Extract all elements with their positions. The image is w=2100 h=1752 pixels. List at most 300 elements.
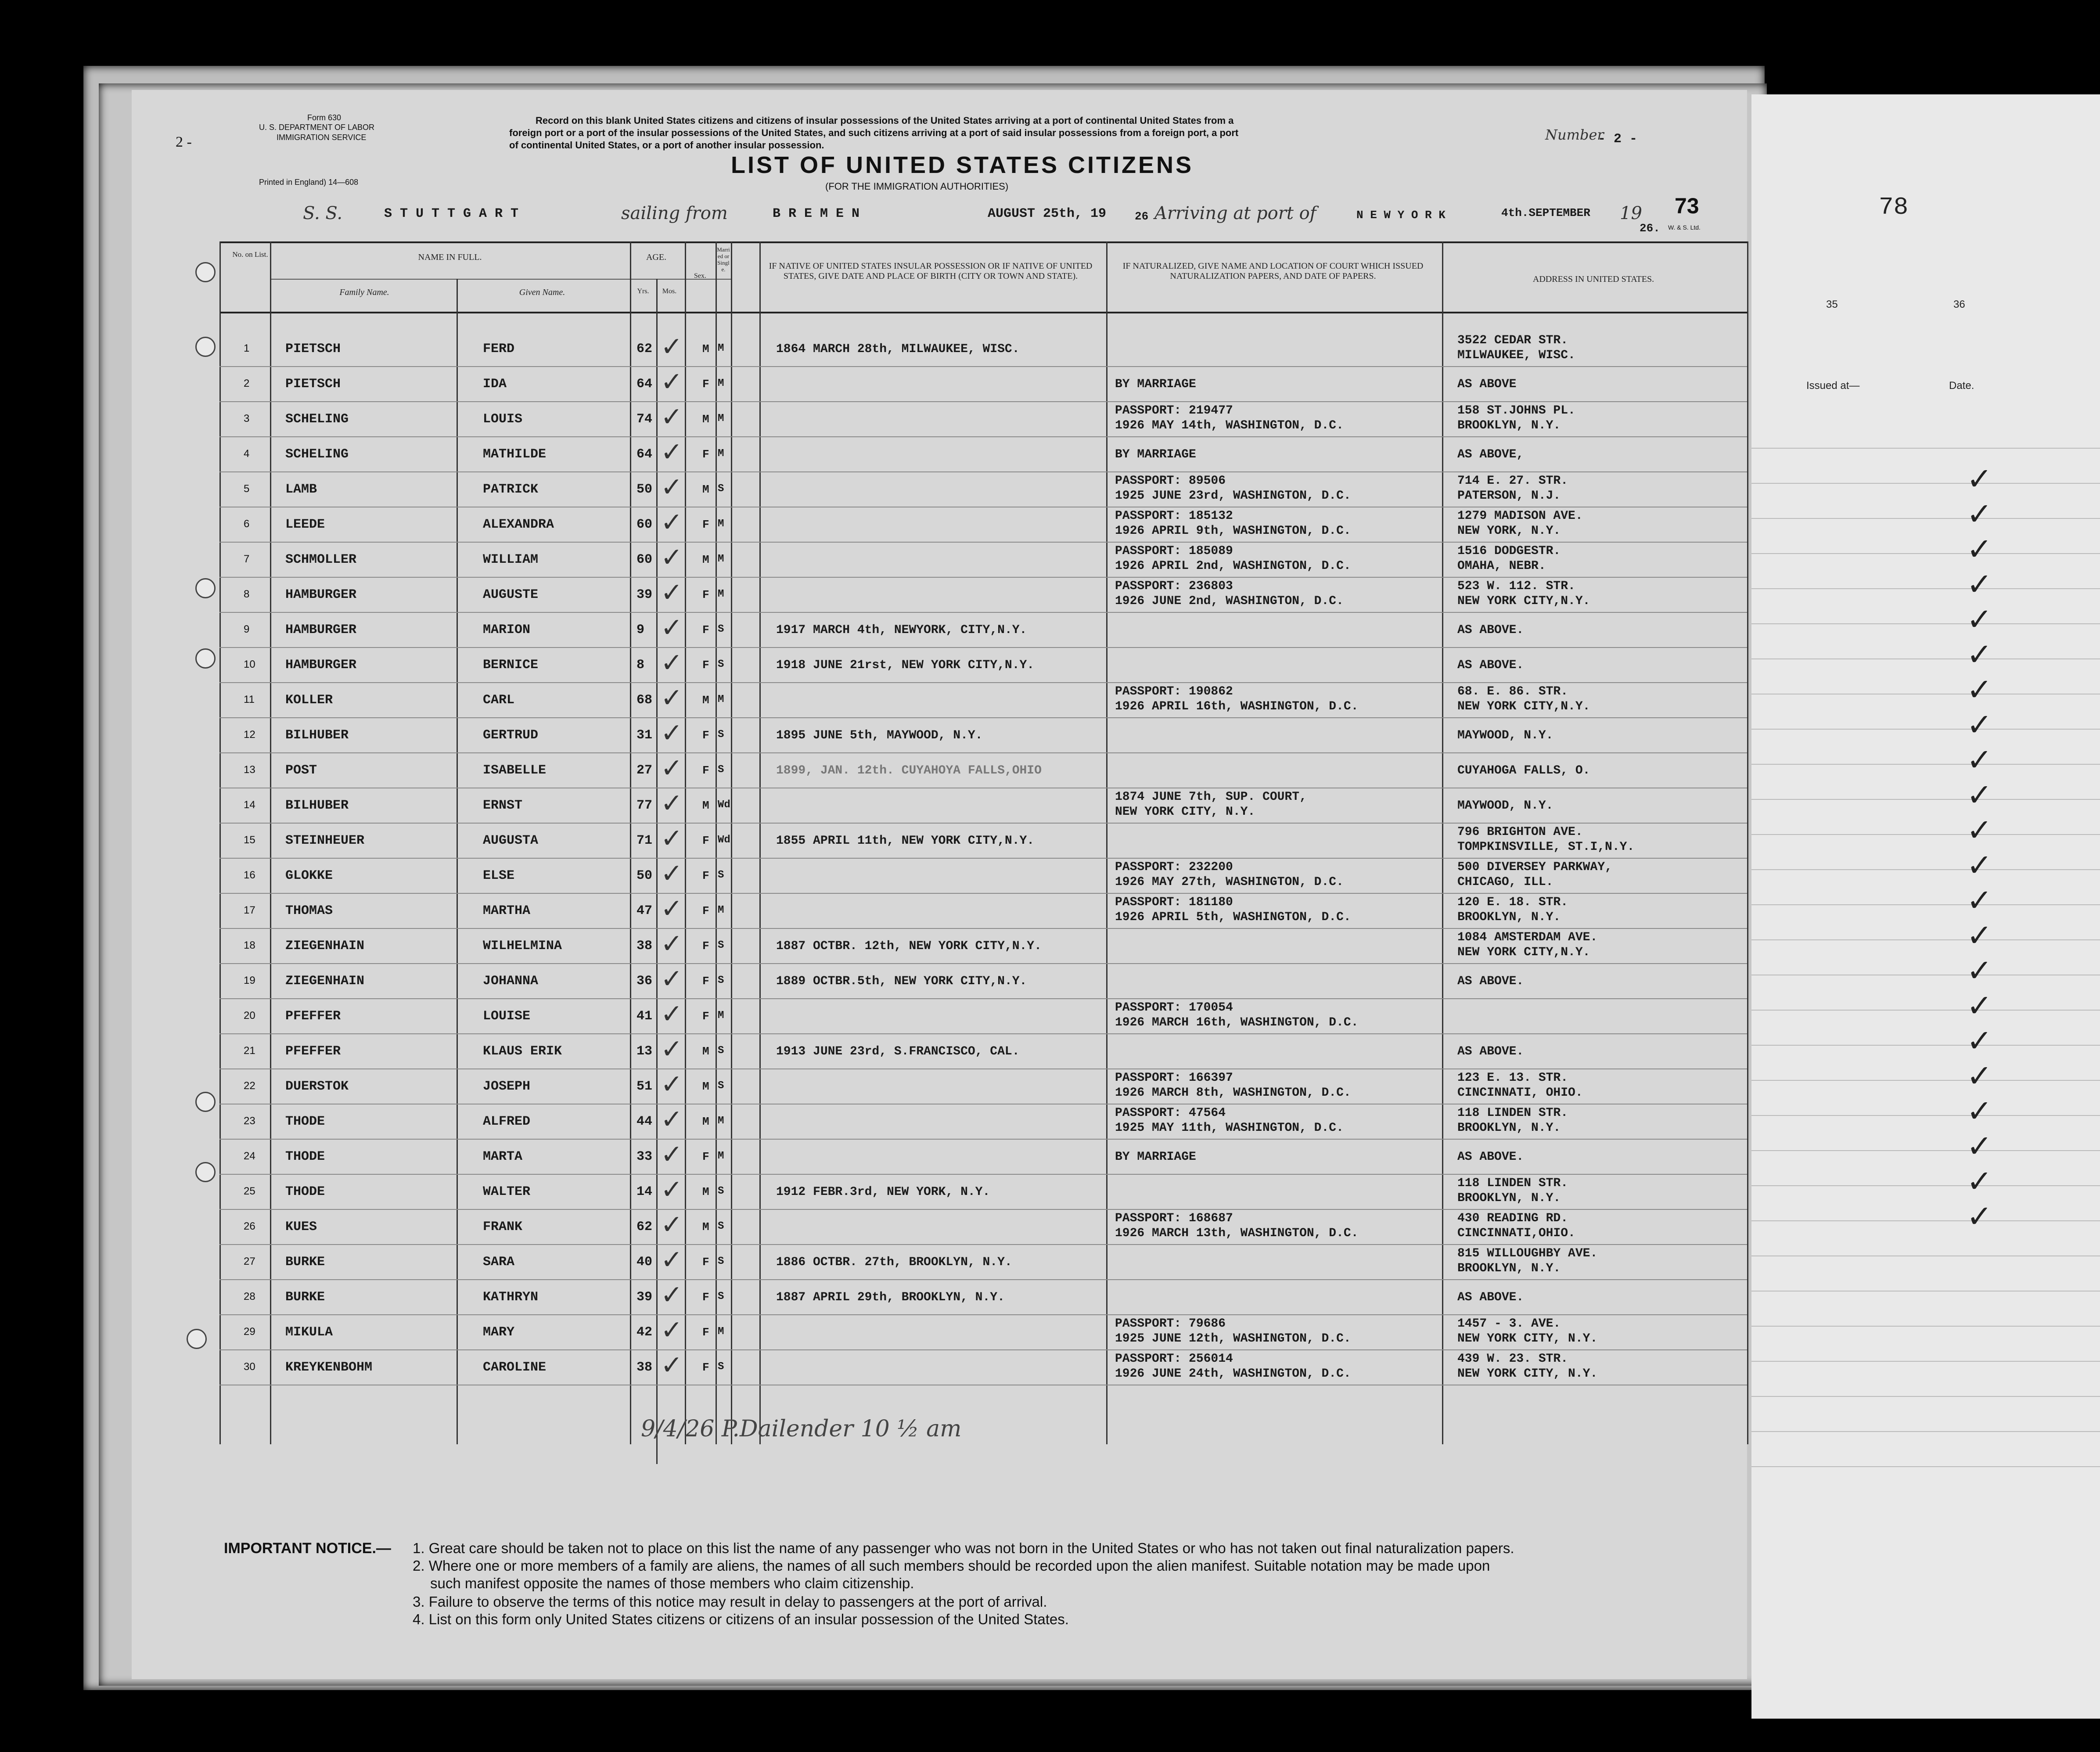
marital-status: M (718, 342, 724, 354)
naturalization-line-2: 1926 MARCH 8th, WASHINGTON, D.C. (1115, 1086, 1351, 1100)
row-number: 4 (244, 448, 250, 460)
row-number: 3 (244, 413, 250, 425)
sex: F (702, 1326, 709, 1339)
check-mark-icon: ✓ (1967, 1130, 1992, 1164)
age-years: 9 (636, 622, 645, 637)
naturalization-line-2: 1926 MAY 27th, WASHINGTON, D.C. (1115, 875, 1344, 889)
check-mark-icon: ✓ (661, 1316, 683, 1345)
address-line-2: NEW YORK CITY,N.Y. (1457, 946, 1590, 959)
adjacent-row-rule (1751, 658, 2100, 659)
arrival-port: N E W Y O R K (1356, 209, 1446, 222)
adjacent-col-35: 35 (1826, 299, 1838, 310)
number-value: - 2 - (1598, 132, 1638, 147)
adjacent-row-rule (1751, 1010, 2100, 1011)
check-mark-icon: ✓ (661, 332, 683, 361)
address-line-1: MAYWOOD, N.Y. (1457, 799, 1553, 813)
address-line-2: NEW YORK CITY, N.Y. (1457, 1332, 1598, 1345)
naturalization-line-2: 1926 MARCH 16th, WASHINGTON, D.C. (1115, 1016, 1359, 1029)
row-rule (219, 998, 1747, 999)
row-rule (219, 436, 1747, 437)
row-number: 10 (244, 658, 255, 670)
form-number: Form 630 (307, 113, 342, 122)
given-name: FERD (483, 342, 515, 356)
family-name: HAMBURGER (285, 622, 357, 637)
adjacent-row-rule (1751, 1080, 2100, 1081)
service: IMMIGRATION SERVICE (277, 133, 367, 142)
row-number: 16 (244, 869, 255, 881)
row-rule (219, 1139, 1747, 1140)
address-line-2: CHICAGO, ILL. (1457, 875, 1553, 889)
address-line-2: CINCINNATI,OHIO. (1457, 1227, 1575, 1240)
age-years: 33 (636, 1149, 653, 1164)
adjacent-row-rule (1751, 799, 2100, 800)
family-name: GLOKKE (285, 868, 333, 883)
check-mark-icon: ✓ (1967, 709, 1992, 742)
marital-status: S (718, 1045, 724, 1057)
birth-info: 1895 JUNE 5th, MAYWOOD, N.Y. (776, 729, 983, 742)
check-mark-icon: ✓ (1967, 989, 1992, 1023)
marital-status: S (718, 1080, 724, 1092)
marital-status: S (718, 869, 724, 881)
check-mark-icon: ✓ (661, 824, 683, 853)
row-rule (219, 928, 1747, 929)
check-mark-icon: ✓ (661, 859, 683, 888)
marital-status: S (718, 483, 724, 495)
sex: F (702, 588, 709, 601)
family-name: STEINHEUER (285, 833, 365, 848)
row-number: 2 (244, 378, 250, 389)
notice-item-3: 3. Failure to observe the terms of this notice may result in delay to passengers at the port of arrival. (413, 1594, 1047, 1610)
check-mark-icon: ✓ (1967, 1025, 1992, 1058)
page-subtitle: (FOR THE IMMIGRATION AUTHORITIES) (825, 181, 1009, 192)
given-name: KLAUS ERIK (483, 1044, 562, 1059)
age-years: 38 (636, 1360, 653, 1375)
check-mark-icon: ✓ (1967, 1200, 1992, 1234)
row-rule (219, 366, 1747, 367)
marital-status: S (718, 1185, 724, 1197)
check-mark-icon: ✓ (661, 578, 683, 607)
notice-item-1: 1. Great care should be taken not to place on this list the name of any passenger who was not born in the United States or who has not taken out final naturalization papers. (413, 1540, 1514, 1556)
row-rule (219, 647, 1747, 648)
row-number: 14 (244, 799, 255, 811)
column-rule (685, 241, 686, 1444)
address-line-1: 1279 MADISON AVE. (1457, 509, 1583, 523)
naturalization-line-1: 1874 JUNE 7th, SUP. COURT, (1115, 790, 1307, 804)
adjacent-sheet-number: 78 (1879, 193, 1909, 221)
given-name: ALFRED (483, 1114, 531, 1129)
address-line-1: 815 WILLOUGHBY AVE. (1457, 1247, 1598, 1260)
address-line-2: OMAHA, NEBR. (1457, 559, 1546, 573)
row-number: 28 (244, 1291, 255, 1302)
row-number: 13 (244, 764, 255, 776)
naturalization-line-2: 1925 JUNE 12th, WASHINGTON, D.C. (1115, 1332, 1351, 1345)
table-left-rule (219, 241, 221, 1444)
marital-status: S (718, 1361, 724, 1373)
address-line-2: MILWAUKEE, WISC. (1457, 349, 1575, 362)
family-name: KREYKENBOHM (285, 1360, 373, 1375)
row-number: 29 (244, 1326, 255, 1338)
header-family-name: Family Name. (339, 288, 389, 297)
address-line-1: 430 READING RD. (1457, 1212, 1568, 1225)
arrival-date: 4th.SEPTEMBER (1501, 206, 1590, 219)
family-name: BILHUBER (285, 728, 349, 743)
notice-item-2-cont: such manifest opposite the names of those members who claim citizenship. (430, 1575, 914, 1591)
row-number: 21 (244, 1045, 255, 1057)
check-mark-icon: ✓ (1967, 673, 1992, 707)
sex: F (702, 904, 709, 917)
naturalization-line-2: 1926 JUNE 2nd, WASHINGTON, D.C. (1115, 594, 1344, 608)
printer-note: Printed in England) 14—608 (259, 178, 359, 187)
address-line-1: 158 ST.JOHNS PL. (1457, 404, 1575, 417)
marital-status: S (718, 764, 724, 776)
header-address: ADDRESS IN UNITED STATES. (1532, 274, 1654, 284)
check-mark-icon: ✓ (1967, 638, 1992, 672)
sex: M (702, 1185, 709, 1198)
row-number: 5 (244, 483, 250, 495)
sex: F (702, 448, 709, 461)
family-name: BURKE (285, 1290, 325, 1305)
check-mark-icon: ✓ (661, 789, 683, 818)
header-married-single: Married or Single. (717, 246, 730, 273)
marital-status: S (718, 1256, 724, 1267)
departure-date: AUGUST 25th, 19 (988, 206, 1107, 221)
age-years: 50 (636, 482, 653, 497)
birth-info: 1917 MARCH 4th, NEWYORK, CITY,N.Y. (776, 623, 1027, 637)
row-number: 27 (244, 1256, 255, 1267)
address-line-1: AS ABOVE. (1457, 658, 1524, 672)
family-name: THOMAS (285, 903, 333, 918)
family-name: ZIEGENHAIN (285, 939, 365, 953)
marital-status: M (718, 1150, 724, 1162)
check-mark-icon: ✓ (661, 403, 683, 432)
family-name: THODE (285, 1114, 325, 1129)
address-line-1: 1516 DODGESTR. (1457, 544, 1561, 558)
sex: F (702, 939, 709, 953)
address-line-2: BROOKLYN, N.Y. (1457, 1121, 1561, 1135)
sex: M (702, 1220, 709, 1234)
row-number: 9 (244, 623, 250, 635)
row-number: 6 (244, 518, 250, 530)
check-mark-icon: ✓ (1967, 1060, 1992, 1094)
address-line-1: AS ABOVE. (1457, 1045, 1524, 1058)
table-top-rule (219, 241, 1747, 243)
given-name: WILHELMINA (483, 939, 562, 953)
age-years: 64 (636, 447, 653, 462)
marital-status: S (718, 658, 724, 670)
column-rule (630, 241, 631, 1444)
check-mark-icon: ✓ (661, 929, 683, 958)
given-name: WALTER (483, 1184, 531, 1199)
notice-heading: IMPORTANT NOTICE.— (224, 1540, 391, 1557)
given-name: MARY (483, 1325, 515, 1340)
naturalization-line-2: 1926 APRIL 16th, WASHINGTON, D.C. (1115, 700, 1359, 713)
sex: F (702, 834, 709, 847)
naturalization-line-1: PASSPORT: 219477 (1115, 404, 1233, 417)
check-mark-icon: ✓ (661, 473, 683, 502)
age-years: 74 (636, 412, 653, 427)
family-name: THODE (285, 1149, 325, 1164)
header-given-name: Given Name. (519, 288, 565, 297)
row-rule (219, 1314, 1747, 1315)
check-mark-icon: ✓ (661, 1210, 683, 1239)
adjacent-row-rule (1751, 588, 2100, 589)
age-years: 13 (636, 1044, 653, 1059)
marital-status: S (718, 1291, 724, 1302)
adjacent-row-rule (1751, 729, 2100, 730)
row-rule (219, 1279, 1747, 1280)
family-name: SCHMOLLER (285, 552, 357, 567)
row-rule (219, 893, 1747, 894)
row-number: 7 (244, 553, 250, 565)
row-number: 12 (244, 729, 255, 741)
adjacent-row-rule (1751, 1115, 2100, 1116)
column-rule (731, 241, 732, 1444)
row-rule (219, 963, 1747, 964)
check-mark-icon: ✓ (661, 1000, 683, 1029)
given-name: MARION (483, 622, 531, 637)
address-line-1: AS ABOVE, (1457, 448, 1524, 461)
row-number: 19 (244, 975, 255, 986)
sex: F (702, 1150, 709, 1163)
adjacent-row-rule (1751, 1431, 2100, 1432)
naturalization-line-1: PASSPORT: 166397 (1115, 1071, 1233, 1085)
given-name: SARA (483, 1255, 515, 1270)
adjacent-issued-header: Issued at— (1806, 380, 1860, 392)
address-line-1: 120 E. 18. STR. (1457, 896, 1568, 909)
address-line-1: 796 BRIGHTON AVE. (1457, 825, 1583, 839)
given-name: MATHILDE (483, 447, 547, 462)
row-number: 18 (244, 939, 255, 951)
family-name: PFEFFER (285, 1044, 341, 1059)
row-rule (219, 717, 1747, 718)
column-rule (1747, 241, 1748, 1444)
naturalization-line-1: PASSPORT: 185132 (1115, 509, 1233, 523)
age-years: 38 (636, 939, 653, 953)
check-mark-icon: ✓ (661, 367, 683, 396)
naturalization-line-2: NEW YORK CITY, N.Y. (1115, 805, 1255, 819)
row-rule (219, 752, 1747, 753)
adjacent-row-rule (1751, 1185, 2100, 1186)
birth-info: 1887 OCTBR. 12th, NEW YORK CITY,N.Y. (776, 939, 1042, 953)
marital-status: S (718, 729, 724, 741)
naturalization-line-2: 1925 MAY 11th, WASHINGTON, D.C. (1115, 1121, 1344, 1135)
address-line-1: 500 DIVERSEY PARKWAY, (1457, 860, 1612, 874)
adjacent-row-rule (1751, 518, 2100, 519)
age-years: 62 (636, 342, 653, 356)
sex: M (702, 799, 709, 812)
age-years: 77 (636, 798, 653, 813)
family-name: KUES (285, 1220, 317, 1234)
sex: F (702, 1010, 709, 1023)
address-line-1: MAYWOOD, N.Y. (1457, 729, 1553, 742)
arriving-label: Arriving at port of (1154, 203, 1316, 223)
column-rule (1442, 241, 1443, 1444)
check-mark-icon: ✓ (661, 543, 683, 572)
family-name: PIETSCH (285, 377, 341, 392)
naturalization-line-2: 1925 JUNE 23rd, WASHINGTON, D.C. (1115, 489, 1351, 503)
row-rule (219, 858, 1747, 859)
sex: M (702, 342, 709, 356)
address-line-1: AS ABOVE. (1457, 975, 1524, 988)
sex: F (702, 518, 709, 531)
sex: M (702, 553, 709, 566)
marital-status: M (718, 553, 724, 565)
marital-status: M (718, 413, 724, 425)
instruction-line-1: Record on this blank United States citizens and citizens of insular possessions of the United States arriving at a port of continental United States from a (536, 115, 1234, 126)
naturalization-line-1: PASSPORT: 185089 (1115, 544, 1233, 558)
address-line-2: BROOKLYN, N.Y. (1457, 1191, 1561, 1205)
birth-info: 1864 MARCH 28th, MILWAUKEE, WISC. (776, 342, 1020, 356)
given-name: MARTHA (483, 903, 531, 918)
address-line-1: 714 E. 27. STR. (1457, 474, 1568, 488)
address-line-2: TOMPKINSVILLE, ST.I,N.Y. (1457, 840, 1635, 854)
given-name: GERTRUD (483, 728, 539, 743)
check-mark-icon: ✓ (661, 1035, 683, 1064)
given-name: JOSEPH (483, 1079, 531, 1094)
given-name: IDA (483, 377, 507, 392)
check-mark-icon: ✓ (661, 1351, 683, 1380)
address-line-2: BROOKLYN, N.Y. (1457, 910, 1561, 924)
family-name: DUERSTOK (285, 1079, 349, 1094)
sheet-number: 73 (1675, 194, 1699, 218)
check-mark-icon: ✓ (1967, 884, 1992, 918)
naturalization-line-1: PASSPORT: 181180 (1115, 896, 1233, 909)
adjacent-row-rule (1751, 1361, 2100, 1362)
marital-status: S (718, 939, 724, 951)
row-number: 1 (244, 342, 250, 354)
check-mark-icon: ✓ (661, 1245, 683, 1274)
sex: M (702, 694, 709, 707)
adjacent-row-rule (1751, 869, 2100, 870)
address-line-1: AS ABOVE. (1457, 1150, 1524, 1164)
given-name: KATHRYN (483, 1290, 539, 1305)
sailing-label: sailing from (621, 203, 728, 223)
family-name: KOLLER (285, 693, 333, 708)
arrival-year: 26. (1640, 222, 1660, 235)
marital-status: M (718, 588, 724, 600)
row-number: 17 (244, 904, 255, 916)
row-rule (219, 401, 1747, 402)
family-name: PIETSCH (285, 342, 341, 356)
naturalization-line-2: 1926 APRIL 9th, WASHINGTON, D.C. (1115, 524, 1351, 538)
birth-info: 1899, JAN. 12th. CUYAHOYA FALLS,OHIO (776, 764, 1042, 777)
sex: F (702, 658, 709, 672)
marital-status: Wd (718, 834, 730, 846)
header-age: AGE. (646, 252, 667, 262)
address-line-1: AS ABOVE (1457, 378, 1517, 391)
check-mark-icon: ✓ (661, 1281, 683, 1310)
family-name: PFEFFER (285, 1009, 341, 1024)
family-name: MIKULA (285, 1325, 333, 1340)
check-mark-icon: ✓ (661, 754, 683, 783)
birth-info: 1886 OCTBR. 27th, BROOKLYN, N.Y. (776, 1256, 1012, 1269)
address-line-1: 1084 AMSTERDAM AVE. (1457, 931, 1598, 944)
birth-info: 1913 JUNE 23rd, S.FRANCISCO, CAL. (776, 1045, 1020, 1058)
punch-hole (195, 262, 216, 282)
marital-status: M (718, 1010, 724, 1022)
punch-hole (195, 1092, 216, 1112)
age-years: 39 (636, 1290, 653, 1305)
check-mark-icon: ✓ (1967, 568, 1992, 602)
ss-label: S. S. (303, 203, 343, 223)
header-mos: Mos. (662, 288, 677, 295)
check-mark-icon: ✓ (661, 894, 683, 923)
adjacent-row-rule (1751, 1220, 2100, 1221)
check-mark-icon: ✓ (661, 438, 683, 467)
check-mark-icon: ✓ (1967, 463, 1992, 496)
notice-item-2: 2. Where one or more members of a family are aliens, the names of all such members should be recorded upon the alien manifest. Suitable notation may be made upon (413, 1558, 1490, 1574)
row-rule (219, 1033, 1747, 1034)
page-mark: 2 - (176, 134, 192, 150)
family-name: ZIEGENHAIN (285, 974, 365, 989)
punch-hole (195, 648, 216, 669)
row-number: 22 (244, 1080, 255, 1092)
check-mark-icon: ✓ (1967, 779, 1992, 813)
age-years: 50 (636, 868, 653, 883)
given-name: CAROLINE (483, 1360, 547, 1375)
address-line-1: 1457 - 3. AVE. (1457, 1317, 1561, 1331)
row-number: 8 (244, 588, 250, 600)
header-native: IF NATIVE OF UNITED STATES INSULAR POSSESSION OR IF NATIVE OF UNITED STATES, GIVE DATE AND PLACE OF BIRTH (CITY OR TOWN AND STATE). (769, 261, 1093, 281)
marital-status: M (718, 694, 724, 705)
given-name: WILLIAM (483, 552, 539, 567)
age-years: 40 (636, 1255, 653, 1270)
department: U. S. DEPARTMENT OF LABOR (259, 123, 375, 132)
sex: F (702, 1361, 709, 1374)
given-name: CARL (483, 693, 515, 708)
age-years: 64 (636, 377, 653, 392)
sex: F (702, 378, 709, 391)
age-years: 47 (636, 903, 653, 918)
row-number: 15 (244, 834, 255, 846)
sex: F (702, 869, 709, 882)
adjacent-row-rule (1751, 904, 2100, 905)
check-mark-icon: ✓ (661, 1175, 683, 1204)
marital-status: S (718, 975, 724, 986)
given-name: ALEXANDRA (483, 517, 554, 532)
check-mark-icon: ✓ (661, 613, 683, 642)
marital-status: M (718, 1326, 724, 1338)
age-years: 42 (636, 1325, 653, 1340)
given-name: MARTA (483, 1149, 523, 1164)
column-rule (1106, 241, 1108, 1444)
address-line-1: 523 W. 112. STR. (1457, 579, 1575, 593)
marital-status: S (718, 623, 724, 635)
check-mark-icon: ✓ (1967, 919, 1992, 953)
sex: F (702, 975, 709, 988)
adjacent-sheet (1751, 94, 2100, 1719)
check-mark-icon: ✓ (1967, 533, 1992, 567)
birth-info: 1887 APRIL 29th, BROOKLYN, N.Y. (776, 1291, 1005, 1304)
age-years: 71 (636, 833, 653, 848)
marital-status: S (718, 1220, 724, 1232)
adjacent-row-rule (1751, 834, 2100, 835)
naturalization-line-1: PASSPORT: 168687 (1115, 1212, 1233, 1225)
row-number: 11 (244, 694, 255, 705)
address-line-2: NEW YORK CITY,N.Y. (1457, 594, 1590, 608)
column-rule (716, 241, 717, 1444)
adjacent-row-rule (1751, 1045, 2100, 1046)
adjacent-row-rule (1751, 1150, 2100, 1151)
family-name: BURKE (285, 1255, 325, 1270)
sex: M (702, 1045, 709, 1058)
sex: M (702, 1115, 709, 1128)
address-line-1: AS ABOVE. (1457, 1291, 1524, 1304)
row-number: 30 (244, 1361, 255, 1373)
family-name: POST (285, 763, 317, 778)
naturalization-line-1: PASSPORT: 170054 (1115, 1001, 1233, 1015)
check-mark-icon: ✓ (661, 1105, 683, 1134)
